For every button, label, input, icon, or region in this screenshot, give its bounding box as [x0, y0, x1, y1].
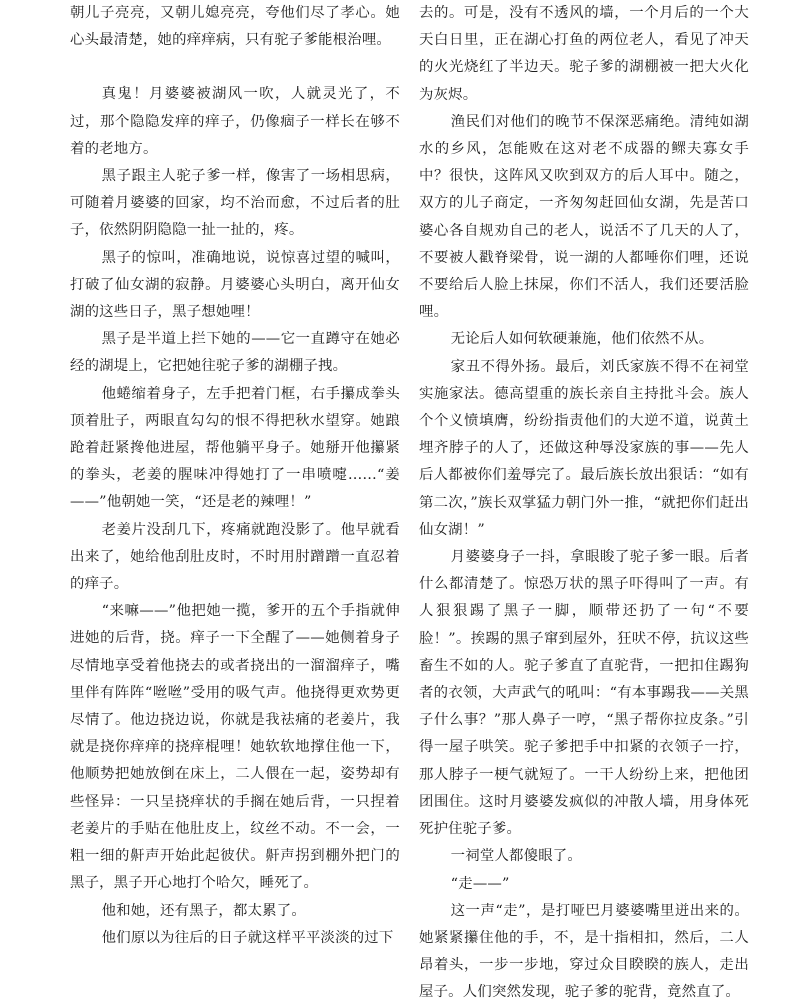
body-paragraph: 无论后人如何软硬兼施，他们依然不从。: [450, 331, 714, 348]
paragraph-gap: [70, 54, 400, 81]
body-paragraph: “走——”: [450, 875, 510, 892]
left-text-column: [70, 0, 400, 946]
body-paragraph: 去的。可是，没有不透风的墙，一个月后的一个大天白日里，正在湖心打鱼的两位老人，看见了冲天的火光烧红了半边天。驼子爹的湖棚被一把大火化为灰烬。: [419, 5, 749, 103]
body-paragraph: 他们原以为往后的日子就这样平平淡淡的过下: [101, 929, 394, 946]
body-paragraph: 黑子的惊叫，准确地说，说惊喜过望的喊叫，打破了仙女湖的寂静。月婆婆心头明白，离开仙女湖的这些日子，黑子想她哩！: [70, 249, 400, 321]
body-paragraph: 老姜片没刮几下，疼痛就跑没影了。他早就看出来了，她给他刮肚皮时，不时用肘蹭蹭一直忍着的痒子。: [70, 521, 400, 593]
body-paragraph: 这一声“走”，是打哑巴月婆婆嘴里迸出来的。她紧紧攥住他的手，不，是十指相扣，然后，二人昂着头，一步一步地，穿过众目睽睽的族人，走出屋子。人们突然发现，驼子爹的驼背，竟然直了。: [419, 902, 749, 1001]
body-paragraph: 家丑不得外扬。最后，刘氏家族不得不在祠堂实施家法。德高望重的族长亲自主持批斗会。族人个个义愤填膺，纷纷指责他们的大逆不道，说黄土埋齐脖子的人了，还做这种辱没家族的事——先人后人都被你们羞辱完了。最后族长放出狠话：“如有第二次，”族长双掌猛力朝门外一推，“就把你们赶出仙女湖！”: [419, 358, 749, 538]
right-text-column: [419, 0, 749, 1001]
body-paragraph: 一祠堂人都傻眼了。: [450, 848, 582, 865]
body-paragraph: 他蜷缩着身子，左手把着门框，右手攥成拳头顶着肚子，两眼直勾勾的恨不得把秋水望穿。她踉跄着赶紧搀他进屋，帮他躺平身子。她掰开他攥紧的拳头，老姜的腥味冲得她打了一串喷嚏……“姜——”他朝她一笑，“还是老的辣哩！”: [70, 385, 400, 511]
body-paragraph: 他和她，还有黑子，都太累了。: [101, 902, 306, 919]
body-paragraph: “来嘛——”他把她一揽，爹开的五个手指就伸进她的后背，挠。痒子一下全醒了——她侧着身子尽情地享受着他挠去的或者挠出的一溜溜痒子，嘴里伴有阵阵“咝咝”受用的吸气声。他挠得更欢势更尽情了。他边挠边说，你就是我祛痛的老姜片，我就是挠你痒痒的挠痒棍哩！她软软地撑住他一下，他顺势把她放倒在床上，二人偎在一起，姿势却有些怪异：一只呈挠痒状的手搁在她后背，一只捏着老姜片的手贴在他肚皮上，纹丝不动。不一会，一粗一细的鼾声开始此起彼伏。鼾声拐到棚外把门的黑子，黑子开心地打个哈欠，睡死了。: [70, 603, 400, 892]
body-paragraph: 朝儿子亮亮，又朝儿媳亮亮，夸他们尽了孝心。她心头最清楚，她的痒痒病，只有驼子爹能根治哩。: [70, 5, 400, 49]
body-paragraph: 月婆婆身子一抖，拿眼睃了驼子爹一眼。后者什么都清楚了。惊恐万状的黑子吓得叫了一声。有人狠狠踢了黑子一脚，顺带还扔了一句“不要脸！”。挨踢的黑子窜到屋外，狂吠不停，抗议这些畜生不如的人。驼子爹直了直驼背，一把扣住踢狗者的衣领，大声武气的吼叫：“有本事踢我——关黑子什么事？”那人鼻子一哼，“黑子帮你拉皮条。”引得一屋子哄笑。驼子爹把手中扣紧的衣领子一拧，那人脖子一梗气就短了。一干人纷纷上来，把他团团围住。这时月婆婆发疯似的冲散人墙，用身体死死护住驼子爹。: [419, 549, 749, 838]
body-paragraph: 渔民们对他们的晚节不保深恶痛绝。清纯如湖水的乡风，怎能败在这对老不成器的鳏夫寡女手中？很快，这阵风又吹到双方的后人耳中。随之，双方的儿子商定，一齐匆匆赶回仙女湖，先是苦口婆心各自规劝自己的老人，说活不了几天的人了，不要被人戳脊梁骨，说一湖的人都唾你们哩，还说不要给后人脸上抹屎，你们不活人，我们还要活脸哩。: [419, 113, 749, 321]
body-paragraph: 黑子跟主人驼子爹一样，像害了一场相思病，可随着月婆婆的回家，均不治而愈，不过后者的肚子，依然阴阴隐隐一扯一扯的，疼。: [70, 168, 400, 239]
body-paragraph: 黑子是半道上拦下她的——它一直蹲守在她必经的湖堤上，它把她往驼子爹的湖棚子拽。: [70, 331, 400, 375]
body-paragraph: 真鬼！月婆婆被湖风一吹，人就灵光了，不过，那个隐隐发痒的痒子，仍像痼子一样长在够不着的老地方。: [70, 86, 400, 157]
